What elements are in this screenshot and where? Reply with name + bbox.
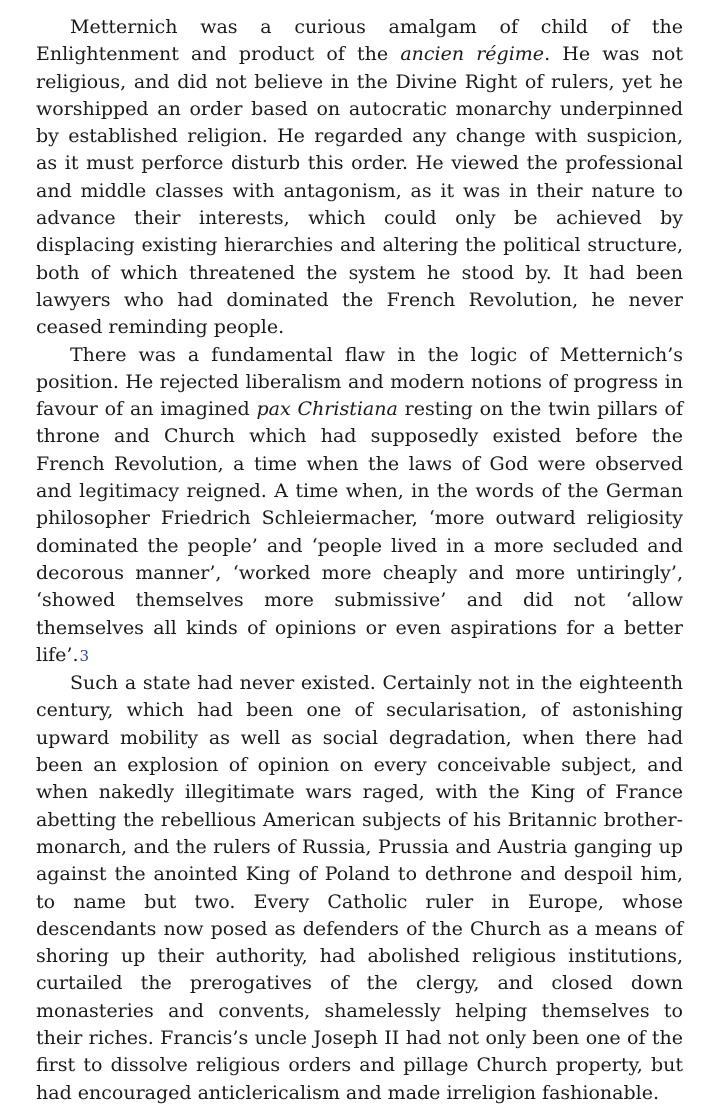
footnote-link-3[interactable]: 3	[79, 646, 90, 665]
paragraph-text: resting on the twin pillars of throne and Church which had supposedly existed before the French Revolution, a time when the laws of God were observed and legitimacy reigned. A time when, in the words of the German philosopher Friedrich Schleiermacher, ‘more outward religiosity dominated the people’ and ‘people lived in a more secluded and decorous manner’, ‘worked more cheaply and more untiringly’, ‘showed themselves more submissive’ and did not ‘allow themselves all kinds of opinions or even aspirations for a better life’.	[36, 398, 683, 666]
paragraph-text: Metternich was a curious amalgam of child of the Enlightenment and product of the	[36, 16, 683, 66]
paragraph-text: Such a state had never existed. Certainly not in the eighteenth century, which had been one of secularisation, of astonishing upward mobility as well as social degradation, when there had been an explosion of opinion on every conceivable subject, and when nakedly illegitimate wars raged, with the King of France abetting the rebellious American subjects of his Britannic brother-monarch, and the rulers of Russia, Prussia and Austria ganging up against the anointed King of Poland to dethrone and despoil him, to name but two. Every Catholic ruler in Europe, whose descendants now posed as defenders of the Church as a means of shoring up their authority, had abolished religious institutions, curtailed the prerogatives of the clergy, and closed down monasteries and convents, shamelessly helping themselves to their riches. Francis’s uncle Joseph II had not only been one of the first to dissolve religious orders and pillage Church property, but had encouraged anticlericalism and made irreligion fashionable.	[36, 672, 683, 1104]
paragraph-text: . He was not religious, and did not believe in the Divine Right of rulers, yet he worshipped an order based on autocratic monarchy underpinned by established religion. He regarded any change with suspicion, as it must perforce disturb this order. He viewed the professional and middle classes with antagonism, as it was in their nature to advance their interests, which could only be achieved by displacing existing hierarchies and altering the political structure, both of which threatened the system he stood by. It had been lawyers who had dominated the French Revolution, he never ceased reminding people.	[36, 43, 684, 339]
paragraph-metternich-amalgam	[36, 14, 683, 342]
paragraph-text: There was a fundamental flaw in the logic of Metternich’s position. He rejected liberalism and modern notions of progress in favour of an imagined	[36, 343, 683, 421]
paragraph-such-a-state	[36, 670, 683, 1107]
italic-phrase-pax-christiana: pax Christiana	[256, 398, 398, 421]
paragraph-fundamental-flaw	[36, 342, 683, 671]
italic-phrase-ancien-regime: ancien régime	[400, 43, 545, 66]
book-page	[36, 14, 683, 1107]
